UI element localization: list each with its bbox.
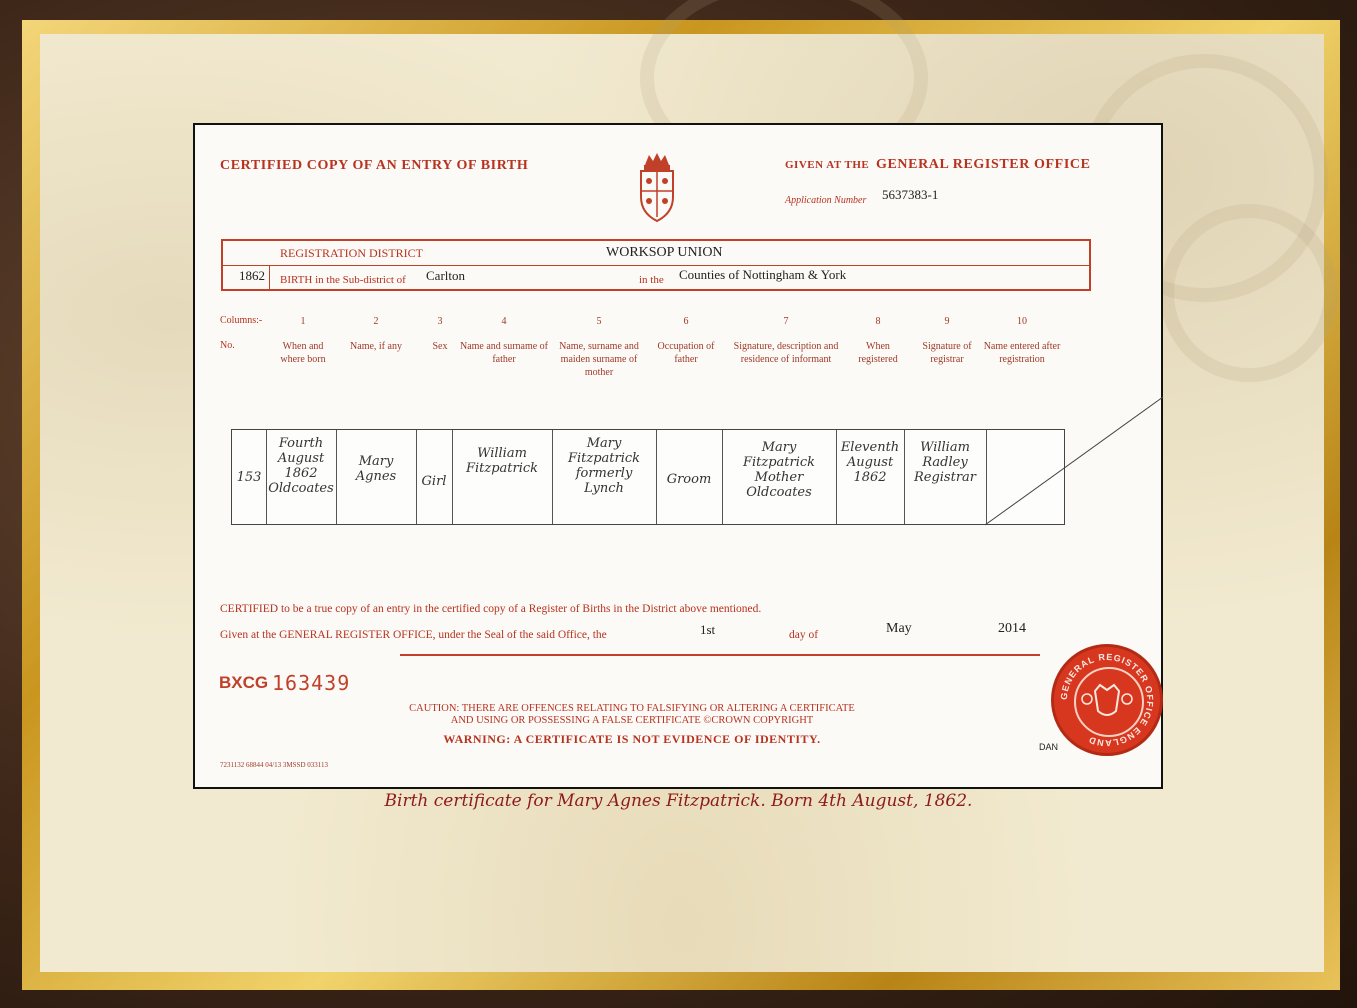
entry-when-where: Fourth August 1862 Oldcoates xyxy=(268,436,334,496)
application-label: Application Number xyxy=(785,195,867,206)
photo-caption: Birth certificate for Mary Agnes Fitzpatrick. Born 4th August, 1862. xyxy=(384,791,973,811)
column-header-7: 7 Signature, description and residence of informant xyxy=(733,316,839,365)
column-header-5: 5 Name, surname and maiden surname of mother xyxy=(559,316,639,378)
column-header-10: 10 Name entered after registration xyxy=(983,316,1061,365)
entry-when-registered: Eleventh August 1862 xyxy=(840,440,900,485)
column-header-9: 9 Signature of registrar xyxy=(922,316,972,365)
subdistrict-value: Carlton xyxy=(426,268,465,283)
issue-year: 2014 xyxy=(998,621,1026,636)
registration-box xyxy=(221,239,1091,291)
certified-statement: CERTIFIED to be a true copy of an entry in the certified copy of a Register of Births in the District above mentioned. xyxy=(220,603,762,615)
column-header-3: 3 Sex xyxy=(432,316,448,352)
column-header-2: 2 Name, if any xyxy=(350,316,402,352)
dan-mark: DAN xyxy=(1039,742,1059,752)
caution-line-1: CAUTION: THERE ARE OFFENCES RELATING TO FALSIFYING OR ALTERING A CERTIFICATE xyxy=(409,703,855,714)
entry-occupation: Groom xyxy=(666,472,712,487)
svg-text:GENERAL REGISTER OFFICE ENGLAN xyxy=(1059,652,1155,748)
reg-district-value: WORKSOP UNION xyxy=(606,245,723,260)
given-at-label: GIVEN AT THE xyxy=(785,159,870,171)
office-name: GENERAL REGISTER OFFICE xyxy=(876,157,1091,172)
register-entry-row xyxy=(231,429,1065,525)
no-label: No. xyxy=(220,340,235,351)
day-of-label: day of xyxy=(789,629,819,641)
birth-year: 1862 xyxy=(239,268,265,283)
entry-sex: Girl xyxy=(421,474,447,489)
seal-lettering xyxy=(1054,647,1160,753)
entry-father: William Fitzpatrick xyxy=(465,446,539,476)
entry-number: 153 xyxy=(236,470,262,485)
entry-registrar: William Radley Registrar xyxy=(913,440,977,485)
footer-code: 7231132 68844 04/13 3MSSD 033113 xyxy=(220,761,328,769)
seal-text: GENERAL REGISTER OFFICE ENGLAND xyxy=(1058,651,1156,749)
application-number: 5637383-1 xyxy=(882,187,939,202)
issue-month: May xyxy=(886,621,912,636)
crown-crest-icon xyxy=(635,151,679,225)
entry-name: Mary Agnes xyxy=(355,454,397,484)
column-header-6: 6 Occupation of father xyxy=(657,316,715,365)
caution-line-2: AND USING OR POSSESSING A FALSE CERTIFICATE ©CROWN COPYRIGHT xyxy=(450,715,814,726)
county-value: Counties of Nottingham & York xyxy=(679,267,847,282)
columns-label: Columns:- xyxy=(220,315,263,326)
entry-mother: Mary Fitzpatrick formerly Lynch xyxy=(567,436,641,496)
column-header-8: 8 When registered xyxy=(858,316,898,365)
column-header-1: 1 When and where born xyxy=(280,316,326,365)
cancellation-diagonal-line xyxy=(985,393,1165,528)
column-header-4: 4 Name and surname of father xyxy=(459,316,549,365)
warning-text: WARNING: A CERTIFICATE IS NOT EVIDENCE OF IDENTITY. xyxy=(443,732,821,746)
entry-informant: Mary Fitzpatrick Mother Oldcoates xyxy=(742,440,816,500)
serial-number: 163439 xyxy=(272,671,351,695)
subdistrict-label: BIRTH in the Sub-district of xyxy=(280,274,406,286)
reg-district-label: REGISTRATION DISTRICT xyxy=(280,246,423,260)
issue-day: 1st xyxy=(700,622,716,637)
in-the-label: in the xyxy=(639,274,664,286)
certificate-title: CERTIFIED COPY OF AN ENTRY OF BIRTH xyxy=(220,158,529,173)
serial-prefix: BXCG xyxy=(219,673,269,692)
birth-certificate xyxy=(193,123,1163,789)
general-register-office-seal xyxy=(1051,644,1163,756)
signature-rule xyxy=(400,654,1040,656)
given-statement: Given at the GENERAL REGISTER OFFICE, under the Seal of the said Office, the xyxy=(220,629,607,641)
